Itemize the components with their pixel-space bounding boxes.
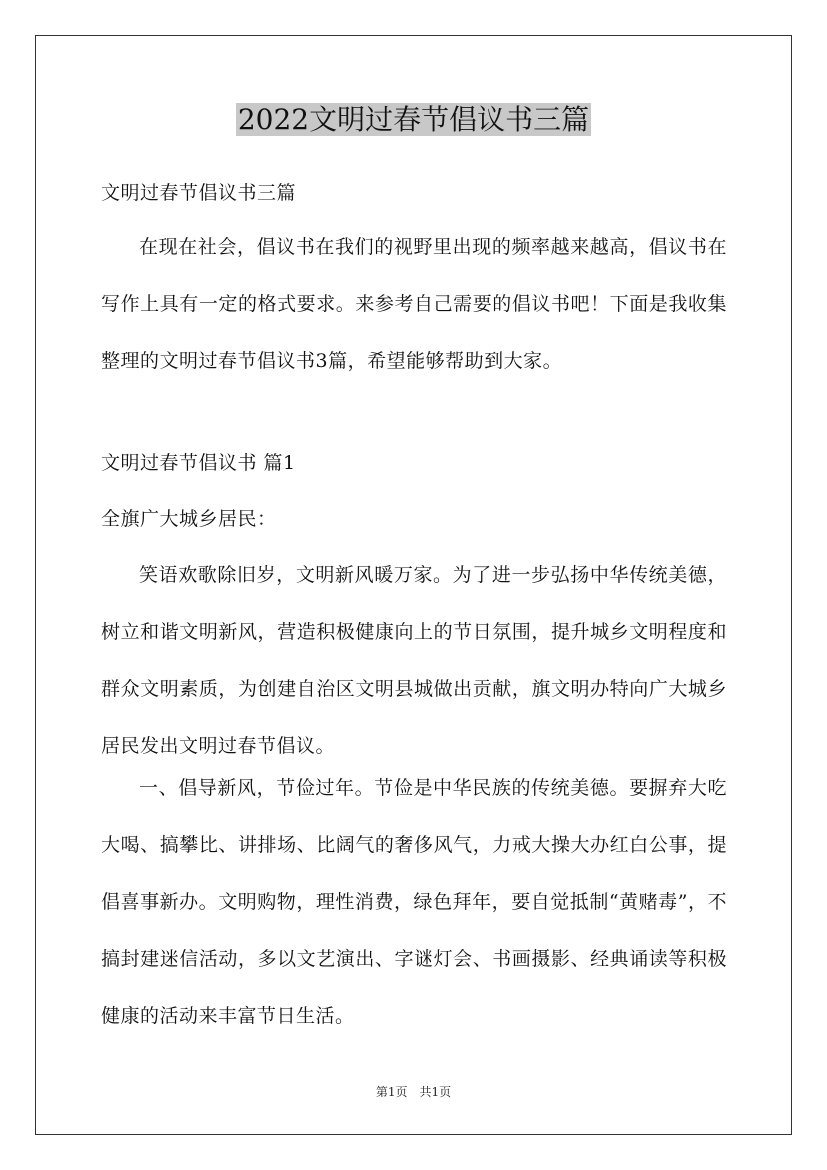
document-title-text: 2022文明过春节倡议书三篇 bbox=[237, 103, 590, 136]
document-title bbox=[0, 98, 827, 142]
page-footer: 第1页 共1页 bbox=[375, 1085, 452, 1099]
body-paragraph-2: 一、倡导新风，节俭过年。节俭是中华民族的传统美德。要摒弃大吃大喝、搞攀比、讲排场、比阔气的奢侈风气，力戒大操大办红白公事，提倡喜事新办。文明购物，理性消费，绿色拜年，要自觉抵制“黄赌毒”，不搞封建迷信活动，多以文艺演出、字谜灯会、书画摄影、经典诵读等积极健康的活动来丰富节日生活。 bbox=[101, 777, 727, 1027]
section-heading: 文明过春节倡议书 篇1 bbox=[101, 452, 296, 474]
salutation: 全旗广大城乡居民： bbox=[101, 508, 277, 530]
document-subtitle: 文明过春节倡议书三篇 bbox=[101, 182, 297, 204]
intro-paragraph: 在现在社会，倡议书在我们的视野里出现的频率越来越高，倡议书在写作上具有一定的格式要求。来参考自己需要的倡议书吧！下面是我收集整理的文明过春节倡议书3篇，希望能够帮助到大家。 bbox=[101, 236, 727, 372]
body-paragraph-1: 笑语欢歌除旧岁，文明新风暖万家。为了进一步弘扬中华传统美德，树立和谐文明新风，营造积极健康向上的节日氛围，提升城乡文明程度和群众文明素质，为创建自治区文明县城做出贡献，旗文明办特向广大城乡居民发出文明过春节倡议。 bbox=[101, 564, 727, 757]
